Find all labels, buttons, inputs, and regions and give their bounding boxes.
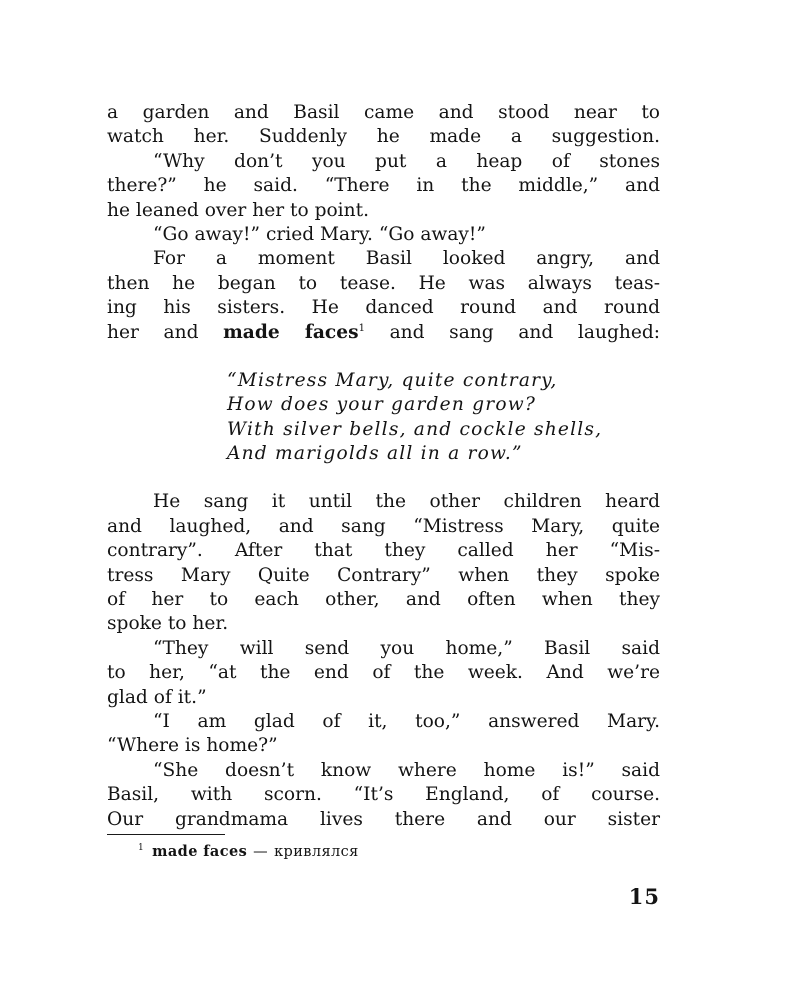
text-line: spoke to her. xyxy=(107,613,229,635)
text-line: glad of it.” xyxy=(107,686,207,708)
footnote-divider xyxy=(107,834,225,835)
footnote-term: made faces xyxy=(152,843,248,860)
text-line: For a moment Basil looked angry, and xyxy=(153,248,660,270)
text-fragment: her and xyxy=(107,321,199,343)
text-line: “She doesn’t know where home is!” said xyxy=(153,759,660,781)
footnote xyxy=(138,843,359,861)
text-line: there?” he said. “There in the middle,” and xyxy=(107,175,660,197)
text-line: he leaned over her to point. xyxy=(107,199,369,221)
footnote-reference: 1 xyxy=(358,322,365,334)
text-line: ing his sisters. He danced round and round xyxy=(107,297,660,319)
text-line: “Why don’t you put a heap of stones xyxy=(153,150,660,172)
glossed-term: made faces xyxy=(223,321,359,343)
text-line: and laughed, and sang “Mistress Mary, quite xyxy=(107,515,660,537)
paragraph-3 xyxy=(107,223,660,247)
poem-line: And marigolds all in a row.” xyxy=(227,443,523,465)
text-line: contrary”. After that they called her “Mis- xyxy=(107,540,660,562)
text-line-with-footnote-ref xyxy=(107,321,660,345)
text-line: Our grandmama lives there and our sister xyxy=(107,808,660,830)
text-line: a garden and Basil came and stood near to xyxy=(107,102,660,123)
paragraph-8 xyxy=(107,759,660,832)
text-line: “They will send you home,” Basil said xyxy=(153,637,660,659)
poem-line: “Mistress Mary, quite contrary, xyxy=(227,369,558,391)
paragraph-7 xyxy=(107,710,660,759)
paragraph-1 xyxy=(107,101,660,150)
text-fragment: and sang and laughed: xyxy=(389,321,660,343)
text-line: He sang it until the other children heard xyxy=(153,491,660,513)
poem-line: With silver bells, and cockle shells, xyxy=(227,418,603,440)
paragraph-6 xyxy=(107,637,660,710)
paragraph-2 xyxy=(107,150,660,223)
text-line: of her to each other, and often when they xyxy=(107,589,660,611)
footnote-marker: 1 xyxy=(138,843,145,854)
text-line: “Go away!” cried Mary. “Go away!” xyxy=(153,223,486,245)
page-body xyxy=(107,101,660,832)
text-line: to her, “at the end of the week. And we’re xyxy=(107,662,660,684)
text-line: tress Mary Quite Contrary” when they spoke xyxy=(107,564,660,586)
page-number: 15 xyxy=(628,884,660,909)
text-line: “I am glad of it, too,” answered Mary. xyxy=(153,710,660,732)
poem-line: How does your garden grow? xyxy=(227,394,536,416)
text-line: then he began to tease. He was always teas- xyxy=(107,272,660,294)
text-line: “Where is home?” xyxy=(107,735,278,757)
paragraph-4 xyxy=(107,247,660,345)
text-line: Basil, with scorn. “It’s England, of course. xyxy=(107,784,660,806)
poem-stanza xyxy=(107,369,660,467)
text-line: watch her. Suddenly he made a suggestion. xyxy=(107,126,660,148)
footnote-translation: кривлялся xyxy=(274,844,359,860)
paragraph-5 xyxy=(107,490,660,636)
footnote-dash: — xyxy=(253,844,269,860)
